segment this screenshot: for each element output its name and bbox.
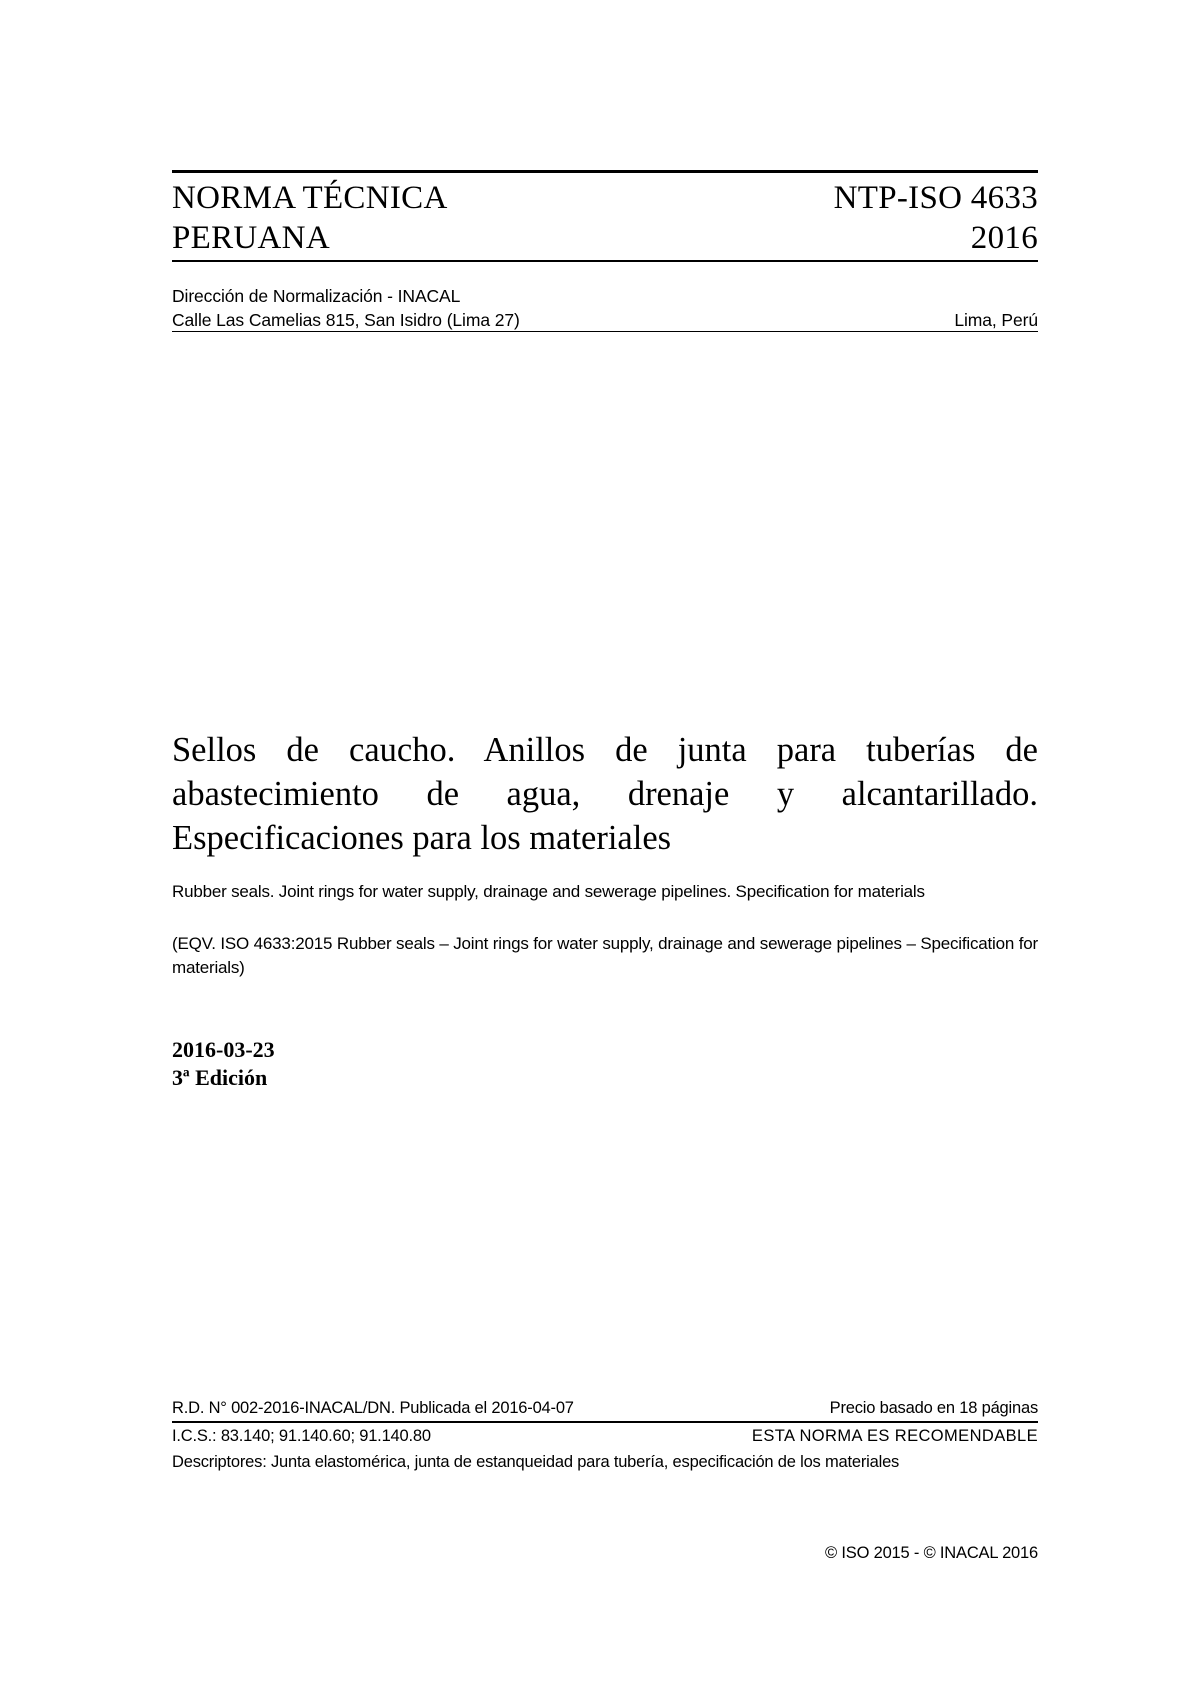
- ics-codes: I.C.S.: 83.140; 91.140.60; 91.140.80: [172, 1427, 431, 1445]
- date-edition-block: [172, 1036, 275, 1092]
- recommendation-status: ESTA NORMA ES RECOMENDABLE: [751, 1427, 1038, 1445]
- issuer-department-row: [172, 285, 1038, 307]
- header-top-rule: [172, 170, 1038, 173]
- issuer-city: Lima, Perú: [954, 310, 1038, 330]
- header-row-1: [172, 178, 1038, 218]
- standard-year: 2016: [970, 220, 1038, 256]
- header-row-2: [172, 218, 1038, 258]
- resolution: R.D. N° 002-2016-INACAL/DN. Publicada el 2016-04-07: [172, 1399, 574, 1417]
- document-page: [172, 0, 1038, 1696]
- issuer-address: Calle Las Camelias 815, San Isidro (Lima 27): [172, 310, 520, 330]
- document-title: Sellos de caucho. Anillos de junta para tuberías de abastecimiento de agua, drenaje y alcantarillado. Especificaciones para los materiales: [172, 731, 1038, 857]
- edition: 3ª Edición: [172, 1065, 268, 1090]
- issuer-address-row: [172, 309, 1038, 331]
- standard-code: NTP-ISO 4633: [833, 180, 1038, 216]
- descriptors: Descriptores: Junta elastomérica, junta de estanqueidad para tubería, especificación de los materiales: [172, 1453, 900, 1471]
- footer-rule: [172, 1421, 1038, 1423]
- footer-row-ics: [172, 1425, 1038, 1447]
- standard-type-line2: PERUANA: [172, 220, 330, 256]
- english-title: Rubber seals. Joint rings for water supply, drainage and sewerage pipelines. Specification for materials: [172, 882, 925, 901]
- header-bottom-rule: [172, 260, 1038, 262]
- copyright: © ISO 2015 - © INACAL 2016: [825, 1544, 1038, 1562]
- price-note: Precio basado en 18 páginas: [829, 1399, 1038, 1417]
- footer-row-resolution: [172, 1397, 1038, 1419]
- standard-type-line1: NORMA TÉCNICA: [172, 180, 448, 216]
- equivalence-note: (EQV. ISO 4633:2015 Rubber seals – Joint rings for water supply, drainage and sewerage pipelines – Specification for materials): [172, 934, 1038, 977]
- approval-date: 2016-03-23: [172, 1037, 275, 1062]
- issuer-department: Dirección de Normalización - INACAL: [172, 286, 461, 306]
- issuer-rule: [172, 331, 1038, 332]
